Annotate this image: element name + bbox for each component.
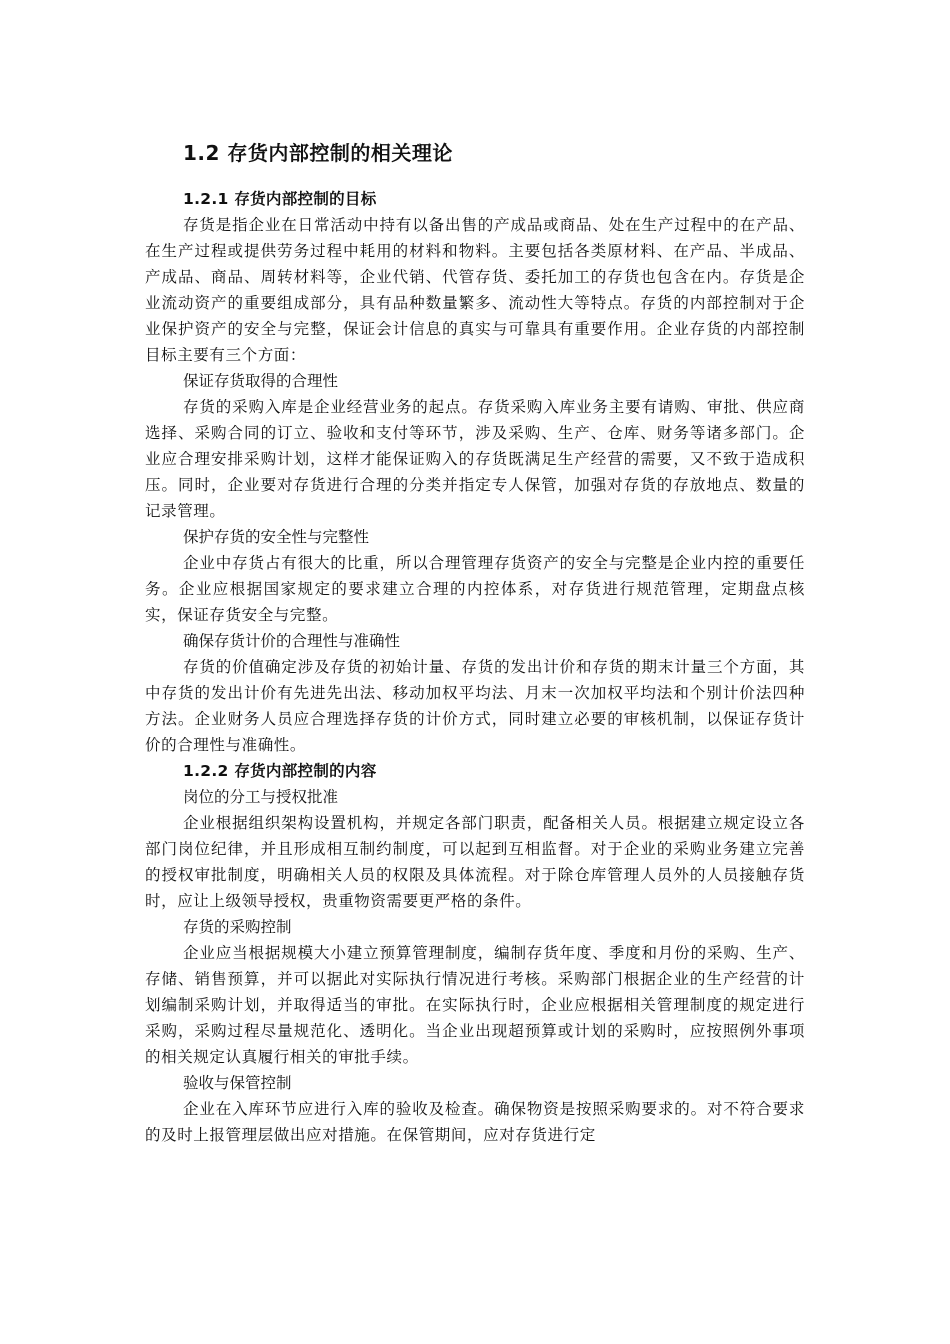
body-paragraph: 企业根据组织架构设置机构，并规定各部门职责，配备相关人员。根据建立规定设立各部门岗位纪律，并且形成相互制约制度，可以起到互相监督。对于企业的采购业务建立完善的授权审批制度，明确相关人员的权限及具体流程。对于除仓库管理人员外的人员接触存货时，应让上级领导授权，贵重物资需要更严格的条件。 <box>145 814 805 910</box>
body-paragraph: 存货是指企业在日常活动中持有以备出售的产成品或商品、处在生产过程中的在产品、在生产过程或提供劳务过程中耗用的材料和物料。主要包括各类原材料、在产品、半成品、产成品、商品、周转材料等，企业代销、代管存货、委托加工的存货也包含在内。存货是企业流动资产的重要组成部分，具有品种数量繁多、流动性大等特点。存货的内部控制对于企业保护资产的安全与完整，保证会计信息的真实与可靠具有重要作用。企业存货的内部控制目标主要有三个方面： <box>145 216 805 364</box>
subsection-heading: 1.2.2 存货内部控制的内容 <box>183 762 377 780</box>
document-page <box>145 138 805 1148</box>
section-heading: 1.2 存货内部控制的相关理论 <box>183 141 453 165</box>
item-heading: 保护存货的安全性与完整性 <box>183 528 370 546</box>
item-heading: 保证存货取得的合理性 <box>183 372 339 390</box>
body-paragraph: 企业中存货占有很大的比重，所以合理管理存货资产的安全与完整是企业内控的重要任务。企业应根据国家规定的要求建立合理的内控体系，对存货进行规范管理，定期盘点核实，保证存货安全与完整。 <box>145 554 805 624</box>
body-paragraph: 企业应当根据规模大小建立预算管理制度，编制存货年度、季度和月份的采购、生产、存储、销售预算，并可以据此对实际执行情况进行考核。采购部门根据企业的生产经营的计划编制采购计划，并取得适当的审批。在实际执行时，企业应根据相关管理制度的规定进行采购，采购过程尽量规范化、透明化。当企业出现超预算或计划的采购时，应按照例外事项的相关规定认真履行相关的审批手续。 <box>145 944 805 1066</box>
item-heading: 验收与保管控制 <box>183 1074 292 1092</box>
body-paragraph: 存货的价值确定涉及存货的初始计量、存货的发出计价和存货的期末计量三个方面，其中存货的发出计价有先进先出法、移动加权平均法、月末一次加权平均法和个别计价法四种方法。企业财务人员应合理选择存货的计价方式，同时建立必要的审核机制，以保证存货计价的合理性与准确性。 <box>145 658 805 754</box>
body-paragraph: 企业在入库环节应进行入库的验收及检查。确保物资是按照采购要求的。对不符合要求的及时上报管理层做出应对措施。在保管期间，应对存货进行定 <box>145 1100 805 1144</box>
item-heading: 岗位的分工与授权批准 <box>183 788 339 806</box>
item-heading: 确保存货计价的合理性与准确性 <box>183 632 401 650</box>
subsection-heading: 1.2.1 存货内部控制的目标 <box>183 190 377 208</box>
body-paragraph: 存货的采购入库是企业经营业务的起点。存货采购入库业务主要有请购、审批、供应商选择、采购合同的订立、验收和支付等环节，涉及采购、生产、仓库、财务等诸多部门。企业应合理安排采购计划，这样才能保证购入的存货既满足生产经营的需要，又不致于造成积压。同时，企业要对存货进行合理的分类并指定专人保管，加强对存货的存放地点、数量的记录管理。 <box>145 398 805 520</box>
item-heading: 存货的采购控制 <box>183 918 292 936</box>
